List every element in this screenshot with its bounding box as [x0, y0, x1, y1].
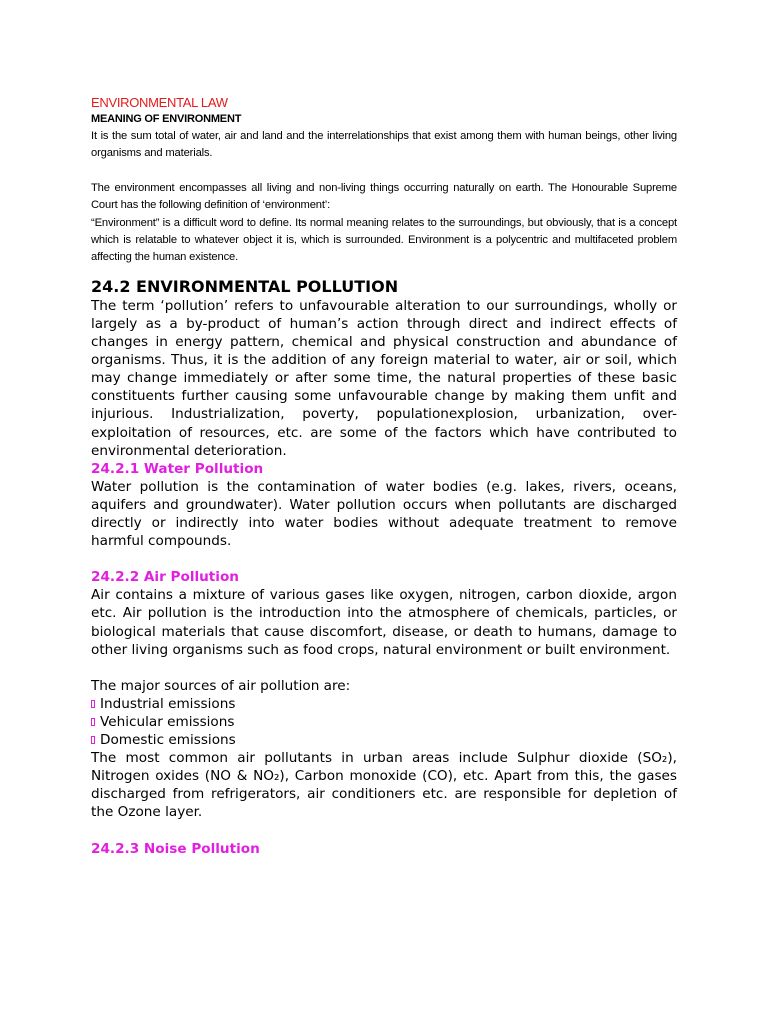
supreme-court-quote-paragraph: “Environment” is a difficult word to define. Its normal meaning relates to the surroundings, but obviously, that is a concept which is relatable to whatever object it is, which is surrounded. Environment is a polycentric and multifaceted problem affecting the human existence.	[91, 216, 677, 264]
spacer	[91, 550, 677, 568]
water-pollution-paragraph: Water pollution is the contamination of water bodies (e.g. lakes, rivers, oceans, aquifers and groundwater). Water pollution occurs when pollutants are discharged directly or indirectly into water bodies without adequate treatment to remove harmful compounds.	[91, 478, 677, 550]
list-item	[91, 731, 677, 749]
bullet-icon	[91, 736, 95, 744]
section-heading-pollution: 24.2 ENVIRONMENTAL POLLUTION	[91, 276, 399, 296]
list-item	[91, 695, 677, 713]
intro-paragraph: It is the sum total of water, air and land and the interrelationships that exist among them with human beings, other living organisms and materials.	[91, 130, 677, 160]
spacer	[91, 659, 677, 677]
bullet-icon	[91, 718, 95, 726]
bullet-icon	[91, 700, 95, 708]
subheading-air-pollution: 24.2.2 Air Pollution	[91, 569, 239, 586]
environment-definition-paragraph: The environment encompasses all living and non-living things occurring naturally on earth. The Honourable Supreme Court has the following definition of ‘environment’:	[91, 181, 677, 212]
document-page	[91, 94, 677, 858]
list-item-label: Industrial emissions	[100, 695, 236, 712]
subheading-water-pollution: 24.2.1 Water Pollution	[91, 460, 264, 477]
document-title: ENVIRONMENTAL LAW	[91, 95, 228, 110]
subheading-noise-pollution: 24.2.3 Noise Pollution	[91, 840, 260, 857]
air-pollution-paragraph: Air contains a mixture of various gases like oxygen, nitrogen, carbon dioxide, argon etc. Air pollution is the introduction into the atmosphere of chemicals, particles, or biological materials that cause discomfort, disease, or death to humans, damage to other living organisms such as food crops, natural environment or built environment.	[91, 587, 677, 658]
spacer	[91, 822, 677, 840]
list-item	[91, 713, 677, 731]
list-item-label: Domestic emissions	[100, 732, 236, 749]
pollution-paragraph: The term ‘pollution’ refers to unfavourable alteration to our surroundings, wholly or largely as a by-product of human’s action through direct and indirect effects of changes in energy pattern, chemical and physical construction and abundance of organisms. Thus, it is the addition of any foreign material to water, air or soil, which may change immediately or after some time, the natural properties of these basic constituents further causing some unfavourable change by making them unfit and injurious. Industrialization, poverty, populationexplosion, urbanization, over-exploitation of resources, etc. are some of the factors which have contributed to environmental deterioration.	[91, 297, 677, 459]
spacer	[91, 163, 677, 180]
air-pollutants-paragraph: The most common air pollutants in urban areas include Sulphur dioxide (SO₂), Nitrogen oxides (NO & NO₂), Carbon monoxide (CO), etc. Apart from this, the gases discharged from refrigerators, air conditioners etc. are responsible for depletion of the Ozone layer.	[91, 750, 677, 821]
document-subtitle: MEANING OF ENVIRONMENT	[91, 113, 242, 125]
air-sources-intro: The major sources of air pollution are:	[91, 677, 351, 694]
air-sources-list	[91, 695, 677, 749]
list-item-label: Vehicular emissions	[100, 714, 235, 730]
